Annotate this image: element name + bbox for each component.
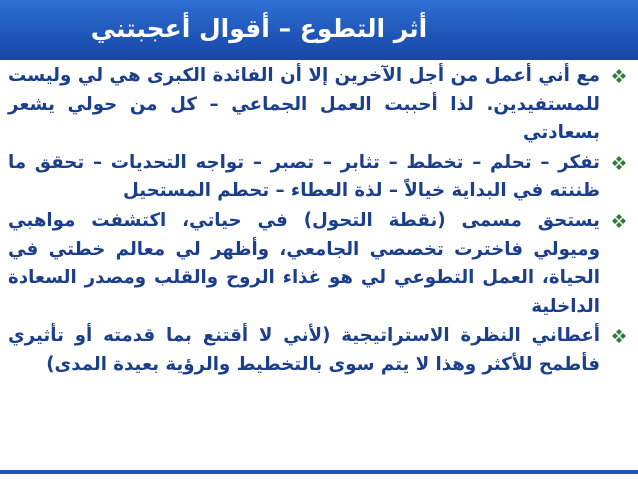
- bullet-text: مع أني أعمل من أجل الآخرين إلا أن الفائدة الكبرى هي لي وليست للمستفيدين. لذا أحببت العمل الجماعي – كل من حولي يشعر بسعادتي: [8, 65, 600, 144]
- bullet-item: [8, 207, 630, 321]
- bullet-item: [8, 149, 630, 206]
- bullet-item: [8, 62, 630, 148]
- four-diamond-bullet-icon: [612, 69, 626, 83]
- title-bar: [0, 0, 638, 60]
- four-diamond-bullet-icon: [612, 329, 626, 343]
- bullet-text: أعطاني النظرة الاستراتيجية (لأني لا أقتنع بما قدمته أو تأثيري فأطمح للأكثر وهذا لا يتم سوى بالتخطيط والرؤية بعيدة المدى): [8, 325, 600, 375]
- footer-rule: [0, 470, 638, 474]
- bullet-text: يستحق مسمى (نقطة التحول) في حياتي، اكتشفت مواهبي وميولي فاخترت تخصصي الجامعي، وأظهر لي معالم خطتي في الحياة، العمل التطوعي لي هو غذاء الروح والقلب ومصدر السعادة الداخلية: [8, 209, 600, 317]
- bullet-list: [8, 62, 630, 381]
- slide-title: أثر التطوع – أقوال أعجبتني: [90, 14, 428, 43]
- four-diamond-bullet-icon: [612, 214, 626, 228]
- four-diamond-bullet-icon: [612, 156, 626, 170]
- bullet-text: تفكر – تحلم – تخطط – تثابر – تصبر – تواجه التحديات – تحقق ما ظننته في البداية خيالاً – لذة العطاء – تحطم المستحيل: [8, 151, 600, 202]
- bullet-item: [8, 322, 630, 379]
